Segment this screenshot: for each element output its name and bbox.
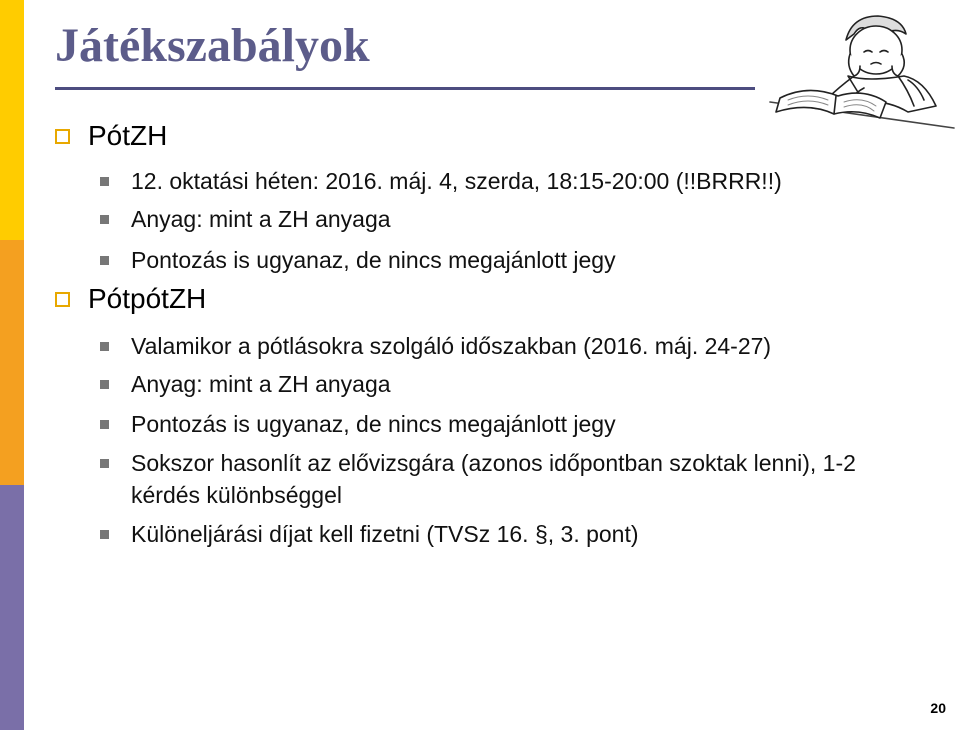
bullet-box-icon bbox=[55, 292, 70, 307]
bullet-square-icon bbox=[100, 256, 109, 265]
section-heading: PótpótZH bbox=[88, 283, 207, 314]
list-item-text: Különeljárási díjat kell fizetni (TVSz 16. §, 3. pont) bbox=[131, 521, 639, 547]
list-item-text: Valamikor a pótlásokra szolgáló időszakban (2016. máj. 24-27) bbox=[131, 333, 772, 359]
sidebar-yellow-segment bbox=[0, 0, 24, 240]
bullet-heading-potpotzh bbox=[55, 283, 206, 315]
bullet-square-icon bbox=[100, 459, 109, 468]
page-title: Játékszabályok bbox=[55, 19, 370, 72]
bullet-box-icon bbox=[55, 129, 70, 144]
list-item-text: 12. oktatási héten: 2016. máj. 4, szerda, 18:15-20:00 (!!BRRR!!) bbox=[131, 168, 782, 194]
list-item bbox=[100, 203, 900, 235]
list-item-text: Anyag: mint a ZH anyaga bbox=[131, 371, 391, 397]
list-item bbox=[100, 518, 900, 550]
bullet-square-icon bbox=[100, 215, 109, 224]
bullet-square-icon bbox=[100, 380, 109, 389]
bullet-square-icon bbox=[100, 342, 109, 351]
sidebar-orange-segment bbox=[0, 240, 24, 485]
bullet-heading-potzh bbox=[55, 120, 167, 152]
list-item bbox=[100, 408, 900, 440]
list-item-text: Anyag: mint a ZH anyaga bbox=[131, 206, 391, 232]
bullet-square-icon bbox=[100, 420, 109, 429]
sidebar-decoration bbox=[0, 0, 24, 730]
list-item-text: Sokszor hasonlít az elővizsgára (azonos időpontban szoktak lenni), 1-2 kérdés különbséggel bbox=[131, 450, 856, 508]
list-item bbox=[100, 244, 900, 276]
title-underline bbox=[55, 87, 755, 90]
page-number: 20 bbox=[930, 700, 946, 716]
list-item-text: Pontozás is ugyanaz, de nincs megajánlott jegy bbox=[131, 247, 616, 273]
student-reading-book-icon bbox=[768, 10, 956, 140]
list-item bbox=[100, 330, 900, 362]
list-item bbox=[100, 368, 900, 400]
section-heading: PótZH bbox=[88, 120, 168, 151]
list-item bbox=[100, 447, 900, 511]
bullet-square-icon bbox=[100, 177, 109, 186]
list-item bbox=[100, 165, 900, 197]
bullet-square-icon bbox=[100, 530, 109, 539]
sidebar-purple-segment bbox=[0, 485, 24, 730]
list-item-text: Pontozás is ugyanaz, de nincs megajánlott jegy bbox=[131, 411, 616, 437]
